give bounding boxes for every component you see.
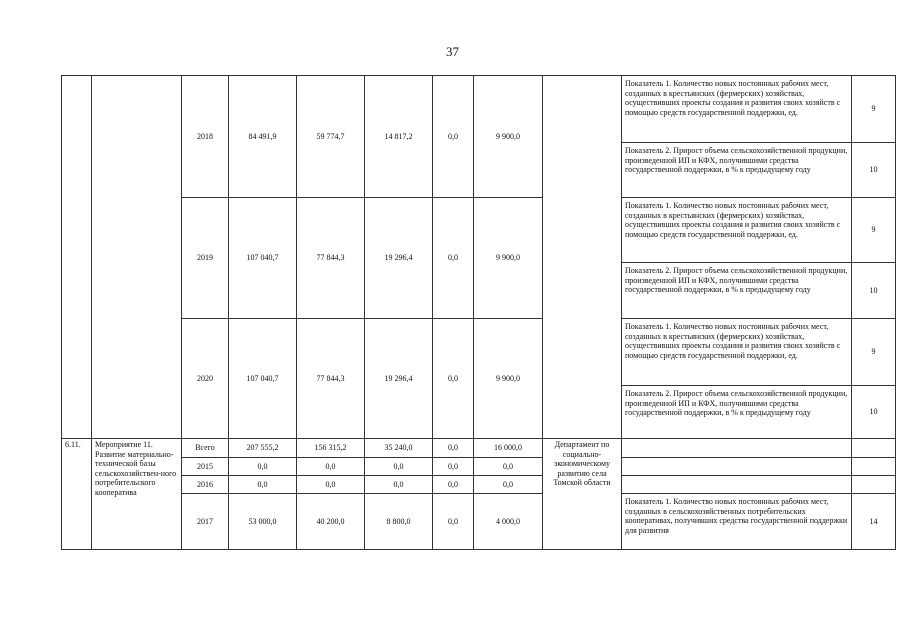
total-cell: 107 040,7 <box>229 198 297 319</box>
local-cell: 0,0 <box>433 439 474 458</box>
regional-cell: 0,0 <box>365 458 433 476</box>
indicator-value: 14 <box>852 494 896 550</box>
regional-cell: 19 296,4 <box>365 319 433 439</box>
year-cell: Всего <box>182 439 229 458</box>
extra-budget-cell: 0,0 <box>474 458 543 476</box>
total-cell: 0,0 <box>229 476 297 494</box>
local-cell: 0,0 <box>433 458 474 476</box>
measure-number: 6.11. <box>62 439 92 550</box>
year-cell: 2015 <box>182 458 229 476</box>
total-cell: 207 555,2 <box>229 439 297 458</box>
extra-budget-cell: 16 000,0 <box>474 439 543 458</box>
federal-cell: 0,0 <box>297 476 365 494</box>
executor-cell: Департамент по социально-экономическому развитию села Томской области <box>543 439 622 550</box>
year-cell: 2017 <box>182 494 229 550</box>
table-row <box>62 458 896 476</box>
table-row <box>62 476 896 494</box>
indicator-text: Показатель 1. Количество новых постоянных рабочих мест, созданных в крестьянских (фермерских) хозяйствах, осуществивших проекты создания и развития своих хозяйств с помощью средств государственной поддержки, ед. <box>622 76 852 143</box>
indicator-text: Показатель 1. Количество новых постоянных рабочих мест, созданных в крестьянских (фермерских) хозяйствах, осуществивших проекты создания и развития своих хозяйств с помощью средств государственной поддержки, ед. <box>622 198 852 263</box>
total-cell: 53 000,0 <box>229 494 297 550</box>
regional-cell: 14 817,2 <box>365 76 433 198</box>
indicator-text: Показатель 1. Количество новых постоянных рабочих мест, созданных в крестьянских (фермерских) хозяйствах, осуществивших проекты создания и развития своих хозяйств с помощью средств государственной поддержки, ед. <box>622 319 852 386</box>
indicator-value: 9 <box>852 319 896 386</box>
local-cell: 0,0 <box>433 494 474 550</box>
year-cell: 2020 <box>182 319 229 439</box>
indicator-text-empty <box>622 476 852 494</box>
local-cell: 0,0 <box>433 476 474 494</box>
indicator-value: 9 <box>852 76 896 143</box>
indicator-text-empty <box>622 439 852 458</box>
indicator-value-empty <box>852 458 896 476</box>
total-cell: 107 040,7 <box>229 319 297 439</box>
year-cell: 2016 <box>182 476 229 494</box>
indicator-value: 10 <box>852 386 896 439</box>
federal-cell: 156 315,2 <box>297 439 365 458</box>
year-cell: 2019 <box>182 198 229 319</box>
extra-budget-cell: 0,0 <box>474 476 543 494</box>
regional-cell: 19 296,4 <box>365 198 433 319</box>
federal-cell: 77 844,3 <box>297 198 365 319</box>
federal-cell: 0,0 <box>297 458 365 476</box>
table-row <box>62 198 896 263</box>
federal-cell: 59 774,7 <box>297 76 365 198</box>
local-cell: 0,0 <box>433 76 474 198</box>
year-cell: 2018 <box>182 76 229 198</box>
indicator-value: 10 <box>852 263 896 319</box>
regional-cell: 0,0 <box>365 476 433 494</box>
indicator-value: 9 <box>852 198 896 263</box>
measure-name: Мероприятие 11. Развитие материально-технической базы сельскохозяйствен-ного потребительского кооператива <box>92 439 182 550</box>
blank-number-cell <box>62 76 92 439</box>
extra-budget-cell: 4 000,0 <box>474 494 543 550</box>
table-row <box>62 319 896 386</box>
indicator-text: Показатель 2. Прирост объема сельскохозяйственной продукции, произведенной ИП и КФХ, получившими средства государственной поддержки, в % к предыдущему году <box>622 143 852 198</box>
indicator-text-empty <box>622 458 852 476</box>
indicator-text: Показатель 2. Прирост объема сельскохозяйственной продукции, произведенной ИП и КФХ, получившими средства государственной поддержки, в % к предыдущему году <box>622 263 852 319</box>
table-row <box>62 439 896 458</box>
blank-executor-cell <box>543 76 622 439</box>
extra-budget-cell: 9 900,0 <box>474 76 543 198</box>
total-cell: 0,0 <box>229 458 297 476</box>
blank-name-cell <box>92 76 182 439</box>
extra-budget-cell: 9 900,0 <box>474 319 543 439</box>
federal-cell: 77 844,3 <box>297 319 365 439</box>
page-number: 37 <box>446 44 459 59</box>
regional-cell: 35 240,0 <box>365 439 433 458</box>
total-cell: 84 491,9 <box>229 76 297 198</box>
indicator-value-empty <box>852 476 896 494</box>
indicator-text: Показатель 2. Прирост объема сельскохозяйственной продукции, произведенной ИП и КФХ, получившими средства государственной поддержки, в % к предыдущему году <box>622 386 852 439</box>
table-row <box>62 494 896 550</box>
extra-budget-cell: 9 900,0 <box>474 198 543 319</box>
local-cell: 0,0 <box>433 319 474 439</box>
program-table <box>61 75 896 550</box>
local-cell: 0,0 <box>433 198 474 319</box>
indicator-value: 10 <box>852 143 896 198</box>
table-row <box>62 76 896 143</box>
federal-cell: 40 200,0 <box>297 494 365 550</box>
regional-cell: 8 800,0 <box>365 494 433 550</box>
indicator-text: Показатель 1. Количество новых постоянных рабочих мест, созданных в сельскохозяйственных потребительских кооперативах, получивших средства государственной поддержки для развития <box>622 494 852 550</box>
indicator-value-empty <box>852 439 896 458</box>
